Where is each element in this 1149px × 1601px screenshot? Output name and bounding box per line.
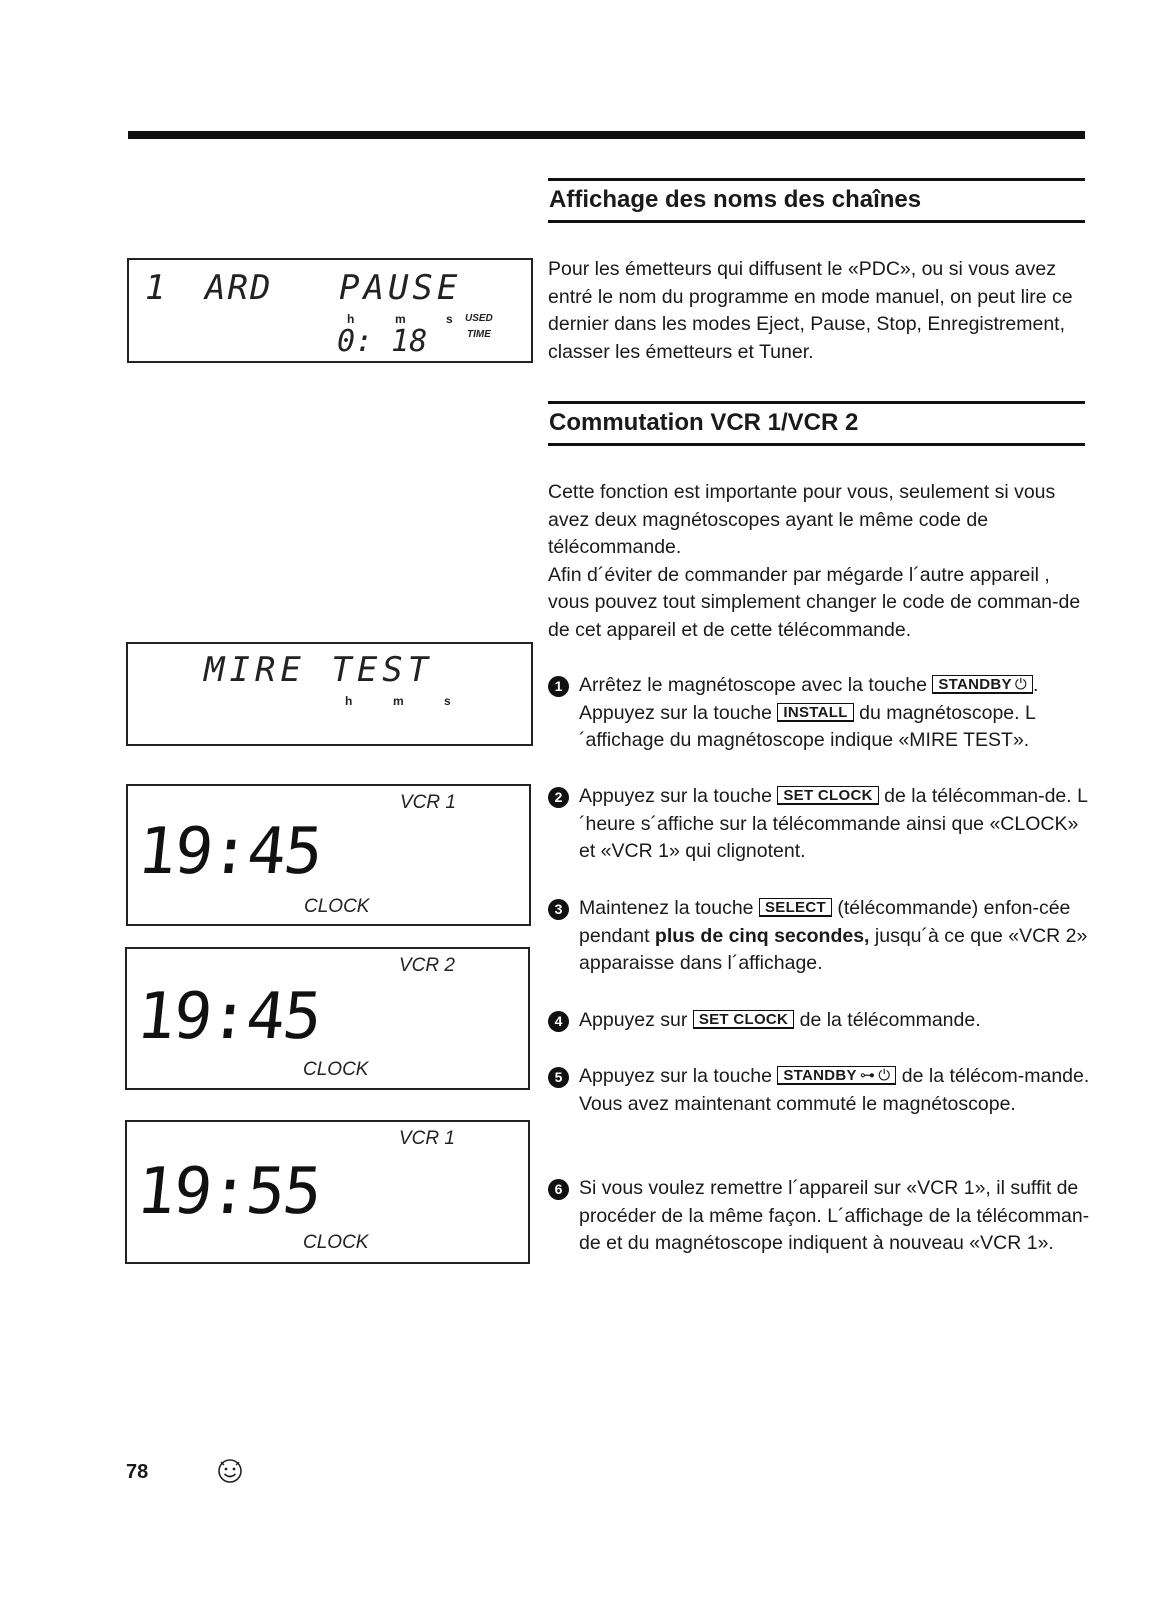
step-2 — [548, 783, 1093, 866]
step-text — [579, 1063, 1093, 1118]
clock-label: CLOCK — [303, 1059, 369, 1080]
set-clock-key-label: SET CLOCK — [693, 1010, 794, 1029]
key-lock-icon: ⊶ — [859, 1067, 876, 1084]
vcr-indicator: VCR 2 — [399, 955, 455, 976]
paragraph: Cette fonction est importante pour vous, seulement si vous avez deux magnétoscopes ayant le même code de télécommande. — [548, 481, 1056, 558]
text: de la télécommande. — [794, 1009, 981, 1031]
step-text — [579, 783, 1093, 866]
time-label: TIME — [467, 329, 491, 340]
text: Appuyez sur la touche — [579, 785, 778, 807]
clock-time: 19:45 — [134, 815, 325, 889]
step-text — [579, 895, 1093, 978]
display-vcr1-clock-1945 — [126, 784, 531, 926]
standby-key-label — [777, 1066, 896, 1085]
vcr-indicator: VCR 1 — [399, 1128, 455, 1149]
display-ard-pause — [127, 258, 533, 363]
text: Si vous voulez remettre l´appareil sur «VCR 1», il suffit de procéder de la même façon. L´affichage de la télécomman-de et du magnétoscope indiquent à nouveau «VCR 1». — [579, 1177, 1090, 1254]
key-label: STANDBY — [938, 676, 1012, 693]
step-5 — [548, 1063, 1093, 1118]
hours-label: h — [347, 312, 355, 326]
step-1 — [548, 672, 1093, 755]
page-number: 78 — [126, 1461, 149, 1483]
paragraph: Afin d´éviter de commander par mégarde l´autre appareil , vous pouvez tout simplement changer le code de comman-de de cet appareil et de cette télécommande. — [548, 563, 1081, 641]
step-number: 3 — [548, 899, 569, 920]
text: Maintenez la touche — [579, 897, 759, 919]
clock-label: CLOCK — [304, 896, 370, 917]
mode-text: PAUSE — [339, 268, 462, 308]
minutes-label: m — [393, 694, 404, 708]
used-label: USED — [465, 313, 493, 324]
hours-label: h — [345, 694, 353, 708]
display-vcr2-clock-1945 — [125, 947, 530, 1090]
step-number: 1 — [548, 676, 569, 697]
step-text — [579, 672, 1093, 755]
display-vcr1-clock-1955 — [125, 1120, 530, 1264]
power-icon: ⏻ — [878, 1067, 891, 1084]
power-icon: ⏻ — [1014, 676, 1028, 693]
seconds-label: s — [446, 312, 453, 326]
vcr-indicator: VCR 1 — [400, 792, 456, 813]
smiley-face-icon — [215, 1456, 245, 1486]
program-number: 1 — [145, 268, 166, 308]
clock-time: 19:45 — [133, 980, 324, 1054]
text: de la télécom-mande. Vous avez maintenant commuté le magnétoscope. — [579, 1065, 1090, 1115]
paragraph: Pour les émetteurs qui diffusent le «PDC», ou si vous avez entré le nom du programme en mode manuel, on peut lire ce dernier dans les modes Eject, Pause, Stop, Enregistrement, classer les émetteurs et Tuner. — [548, 258, 1073, 363]
text: (télécommande) enfon-cée pendant — [579, 897, 1071, 947]
step-number: 4 — [548, 1011, 569, 1032]
text: Appuyez sur la touche — [579, 1065, 778, 1087]
step-number: 5 — [548, 1067, 569, 1088]
section-title: Affichage des noms des chaînes — [549, 186, 922, 213]
section-heading-vcr-switch — [548, 401, 1085, 446]
install-key-label: INSTALL — [777, 703, 853, 722]
display-mire-test — [126, 642, 533, 746]
select-key-label: SELECT — [759, 898, 832, 917]
text: Appuyez sur — [579, 1009, 693, 1031]
step-3 — [548, 895, 1093, 978]
key-label: STANDBY — [783, 1067, 857, 1084]
mire-test-text: MIRE TEST — [204, 650, 434, 690]
step-6 — [548, 1175, 1093, 1258]
step-text — [579, 1175, 1093, 1258]
emphasis: plus de cinq secondes, — [654, 924, 870, 947]
section-title: Commutation VCR 1/VCR 2 — [549, 409, 859, 436]
standby-key-label — [932, 675, 1033, 694]
elapsed-time: 0: 18 — [337, 324, 428, 359]
minutes-label: m — [395, 312, 406, 326]
step-4 — [548, 1007, 1093, 1035]
seconds-label: s — [444, 694, 451, 708]
top-rule — [128, 131, 1085, 139]
section-heading-channel-names — [548, 178, 1085, 223]
text: jusqu´à ce que «VCR 2» apparaisse dans l´affichage. — [579, 924, 1088, 974]
clock-time: 19:55 — [133, 1155, 324, 1229]
text: . Appuyez sur la touche — [579, 674, 1039, 724]
text: de la télécomman-de. L´heure s´affiche sur la télécommande ainsi que «CLOCK» et «VCR 1» qui clignotent. — [579, 785, 1088, 862]
step-text — [579, 1007, 1093, 1035]
text: Arrêtez le magnétoscope avec la touche — [579, 674, 933, 696]
step-number: 6 — [548, 1179, 569, 1200]
clock-label: CLOCK — [303, 1232, 369, 1253]
text: du magnétoscope. L´affichage du magnétoscope indique «MIRE TEST». — [579, 701, 1036, 751]
station-name: ARD — [205, 268, 273, 308]
step-number: 2 — [548, 787, 569, 808]
section-body-channel-names — [548, 256, 1088, 366]
section-intro-vcr-switch — [548, 479, 1088, 644]
set-clock-key-label: SET CLOCK — [777, 786, 878, 805]
